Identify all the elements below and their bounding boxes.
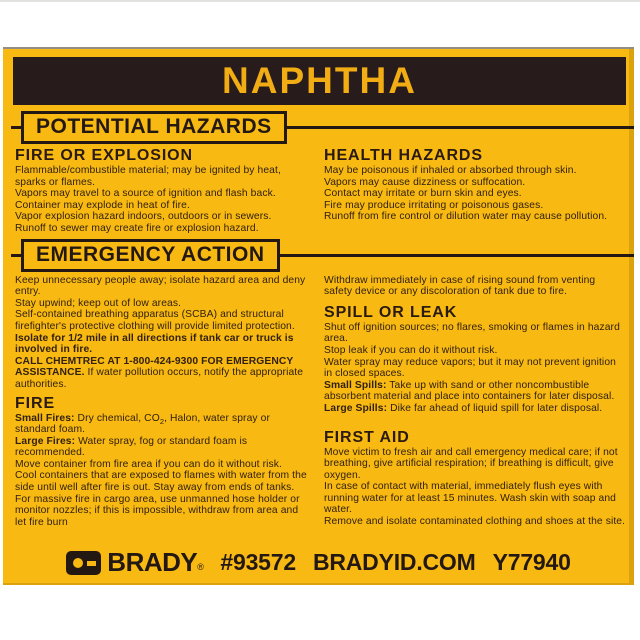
health-hazards-section [324, 147, 626, 235]
banner-rule [287, 126, 634, 129]
spill-large-spills [324, 403, 626, 415]
first-aid-p1: Move victim to fresh air and call emergency medical care; if not breathing, give artificial respiration; if breathing is difficult, give oxygen. [324, 446, 618, 481]
fire-or-explosion-p4: Vapor explosion hazard indoors, outdoors or in sewers. [15, 211, 272, 223]
fire-p3: Move container from fire area if you can do it without risk. [15, 458, 282, 470]
spill-p1: Shut off ignition sources; no flares, smoking or flames in hazard area. [324, 321, 620, 345]
fire-or-explosion-p5: Runoff to sewer may create fire or explosion hazard. [15, 222, 259, 234]
small-spills-text: Take up with sand or other noncombustible absorbent material and place into containers for later disposal. [324, 379, 615, 403]
health-hazards-heading: HEALTH HAZARDS [324, 147, 483, 164]
brady-logo-icon [66, 551, 101, 575]
small-fires-label: Small Fires: [15, 412, 75, 424]
potential-hazards-heading: POTENTIAL HAZARDS [21, 111, 287, 144]
potential-hazards-banner [11, 111, 634, 144]
potential-hazards-columns [3, 144, 634, 235]
emergency-action-columns [3, 272, 634, 529]
first-aid-p2: In case of contact with material, immediately flush eyes with running water for at least 15 minutes. Wash skin with soap and water. [324, 481, 616, 516]
brady-brand-group [66, 547, 203, 578]
small-fires-post: , Halon, water spray or standard foam. [15, 412, 270, 436]
large-spills-label: Large Spills: [324, 402, 388, 414]
health-hazards-p2: Vapors may cause dizziness or suffocation. [324, 176, 526, 188]
banner-left-tick [11, 126, 21, 129]
brand-text: BRADY [107, 547, 198, 577]
emergency-action-section [15, 275, 311, 529]
fire-p5: For massive fire in cargo area, use unmanned hose holder or monitor nozzles; if this is impossible, withdraw from area and let fire burn [15, 493, 300, 528]
first-aid-p3: Remove and isolate contaminated clothing and shoes at the site. [324, 516, 626, 528]
spill-p3: Water spray may reduce vapors; but it may not prevent ignition in closed spaces. [324, 356, 616, 380]
fire-or-explosion-heading: FIRE OR EXPLOSION [15, 147, 193, 164]
fire-or-explosion-section [15, 147, 311, 235]
health-hazards-p4: Fire may produce irritating or poisonous gases. [324, 199, 544, 211]
first-aid-heading: FIRST AID [324, 428, 410, 446]
chemical-name: NAPHTHA [222, 60, 417, 101]
fire-large-fires [15, 436, 311, 459]
emergency-action-banner [11, 239, 634, 272]
brand-name [107, 547, 203, 578]
chemtrec-rest-text: If water pollution occurs, notify the appropriate authorities. [15, 367, 304, 390]
emergency-action-p3: Self-contained breathing apparatus (SCBA) and structural firefighter's protective clothing will provide limited protection. [15, 309, 295, 332]
fire-or-explosion-p2: Vapors may travel to a source of ignition and flash back. [15, 188, 276, 200]
emergency-action-right-column [324, 275, 626, 529]
catalog-code: Y77940 [492, 549, 571, 575]
small-fires-pre: Dry chemical, CO [74, 412, 160, 424]
spill-small-spills [324, 380, 626, 403]
banner-left-tick [11, 254, 21, 257]
emergency-action-p1: Keep unnecessary people away; isolate hazard area and deny entry. [15, 274, 306, 298]
health-hazards-p1: May be poisonous if inhaled or absorbed through skin. [324, 165, 577, 176]
large-spills-text: Dike far ahead of liquid spill for later disposal. [387, 402, 603, 414]
co2-subscript: 2 [159, 416, 165, 426]
banner-rule [280, 254, 634, 257]
small-spills-label: Small Spills: [324, 379, 387, 391]
emergency-action-chemtrec [15, 356, 311, 391]
large-fires-text: Water spray, fog or standard foam is recommended. [15, 435, 248, 459]
hazard-label [3, 47, 634, 585]
emergency-action-p2: Stay upwind; keep out of low areas. [15, 297, 182, 309]
fire-small-fires [15, 413, 311, 436]
spill-or-leak-heading: SPILL OR LEAK [324, 303, 458, 321]
title-bar [13, 57, 626, 105]
withdraw-warning: Withdraw immediately in case of rising sound from venting safety device or any discoloration of tank due to fire. [324, 274, 596, 298]
fire-heading: FIRE [15, 394, 56, 412]
emergency-action-heading: EMERGENCY ACTION [21, 239, 280, 272]
fire-or-explosion-p1: Flammable/combustible material; may be ignited by heat, sparks or flames. [15, 165, 281, 188]
health-hazards-p5: Runoff from fire control or dilution water may cause pollution. [324, 211, 608, 223]
fire-p4: Cool containers that are exposed to flames with water from the side until well after fire is out. Stay away from ends of tanks. [15, 470, 307, 494]
large-fires-label: Large Fires: [15, 435, 76, 447]
footer [3, 547, 634, 578]
spill-p2: Stop leak if you can do it without risk. [324, 344, 498, 356]
health-hazards-p3: Contact may irritate or burn skin and eyes. [324, 188, 522, 200]
fire-or-explosion-p3: Container may explode in heat of fire. [15, 199, 190, 211]
brady-website: BRADYID.COM [312, 549, 476, 575]
page-top-edge [0, 0, 640, 2]
registered-trademark-symbol: ® [197, 562, 204, 572]
chemtrec-phone-text: CALL CHEMTREC AT 1-800-424-9300 FOR EMERGENCY ASSISTANCE. [15, 355, 294, 379]
part-number: #93572 [220, 549, 296, 575]
emergency-action-isolate-warning: Isolate for 1/2 mile in all directions if tank car or truck is involved in fire. [15, 332, 294, 356]
